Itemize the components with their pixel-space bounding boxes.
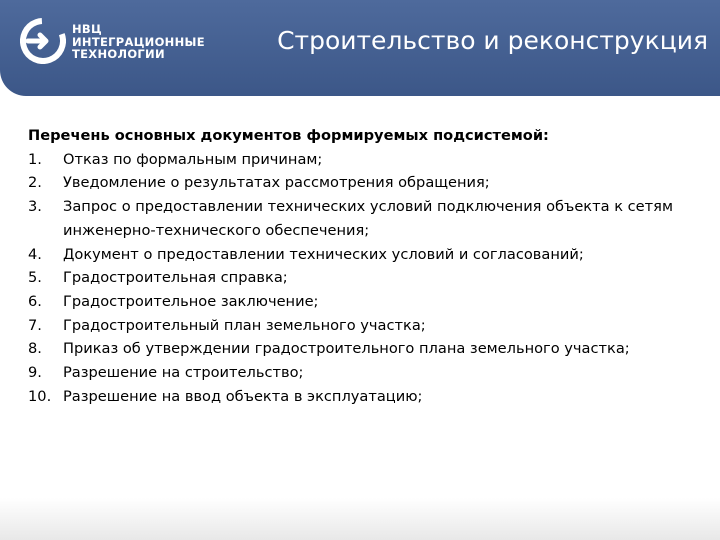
item-text: Приказ об утверждении градостроительного плана земельного участка; xyxy=(63,340,630,358)
list-item xyxy=(28,290,678,314)
list-item xyxy=(28,266,678,290)
logo-line: ТЕХНОЛОГИИ xyxy=(72,47,165,61)
item-number: 8. xyxy=(28,340,42,358)
item-text: Документ о предоставлении технических условий и согласований; xyxy=(63,245,584,263)
list-heading: Перечень основных документов формируемых подсистемой: xyxy=(28,127,549,144)
item-text: Градостроительная справка; xyxy=(63,269,288,287)
footer-band xyxy=(0,498,720,540)
list-item xyxy=(28,171,678,195)
list-item xyxy=(28,195,678,242)
item-number: 1. xyxy=(28,150,42,168)
nvts-logo-icon xyxy=(20,18,66,64)
logo-text xyxy=(72,23,205,61)
item-text: Градостроительное заключение; xyxy=(63,292,319,310)
item-text: Отказ по формальным причинам; xyxy=(63,150,323,168)
item-number: 3. xyxy=(28,198,42,216)
item-number: 2. xyxy=(28,174,42,192)
list-item xyxy=(28,314,678,338)
item-number: 4. xyxy=(28,245,42,263)
item-text: Уведомление о результатах рассмотрения обращения; xyxy=(63,174,490,192)
item-number: 6. xyxy=(28,292,42,310)
item-text: Запрос о предоставлении технических условий подключения объекта к сетям инженерно-технического обеспечения; xyxy=(63,198,673,239)
item-text: Разрешение на строительство; xyxy=(63,364,304,382)
item-text: Градостроительный план земельного участка; xyxy=(63,316,426,334)
list-item xyxy=(28,243,678,267)
item-number: 7. xyxy=(28,316,42,334)
item-number: 5. xyxy=(28,269,42,287)
document-list-section xyxy=(28,124,678,408)
list-item xyxy=(28,361,678,385)
page-title: Строительство и реконструкция xyxy=(277,26,708,55)
list-item xyxy=(28,385,678,409)
list-item xyxy=(28,337,678,361)
item-text: Разрешение на ввод объекта в эксплуатацию; xyxy=(63,387,423,405)
item-number: 9. xyxy=(28,364,42,382)
logo-line: ИНТЕГРАЦИОННЫЕ xyxy=(72,34,205,49)
logo-line: НВЦ xyxy=(72,22,102,36)
item-number: 10. xyxy=(28,387,52,405)
header-bar xyxy=(0,0,720,96)
list-item xyxy=(28,148,678,172)
